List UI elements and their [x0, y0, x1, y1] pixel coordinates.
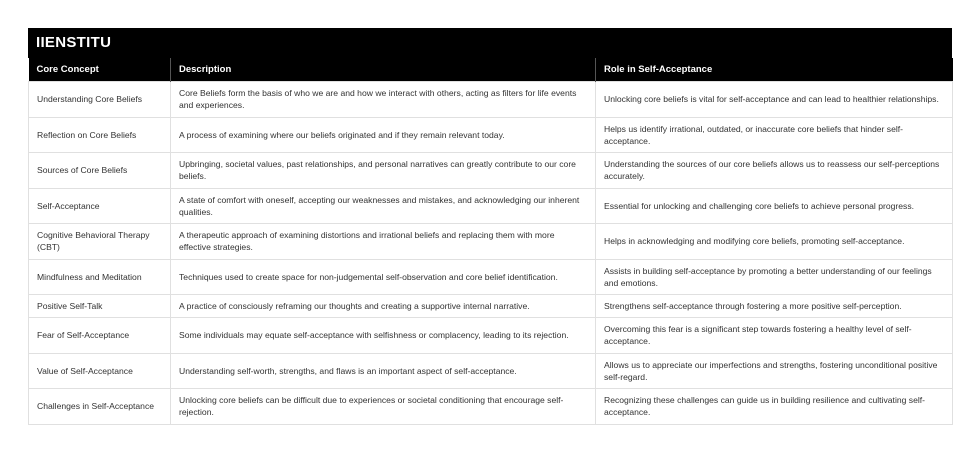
cell-role: Assists in building self-acceptance by promoting a better understanding of our feelings and emotions. [596, 259, 953, 295]
cell-role: Helps in acknowledging and modifying core beliefs, promoting self-acceptance. [596, 224, 953, 260]
table-row [29, 318, 953, 354]
table-row [29, 295, 953, 318]
cell-role: Recognizing these challenges can guide us in building resilience and cultivating self-acceptance. [596, 389, 953, 425]
cell-role: Understanding the sources of our core beliefs allows us to reassess our self-perceptions accurately. [596, 153, 953, 189]
cell-concept: Understanding Core Beliefs [29, 82, 171, 118]
cell-role: Helps us identify irrational, outdated, or inaccurate core beliefs that hinder self-acceptance. [596, 117, 953, 153]
cell-concept: Mindfulness and Meditation [29, 259, 171, 295]
cell-description: Some individuals may equate self-acceptance with selfishness or complacency, leading to its rejection. [171, 318, 596, 354]
cell-role: Strengthens self-acceptance through fostering a more positive self-perception. [596, 295, 953, 318]
cell-concept: Cognitive Behavioral Therapy (CBT) [29, 224, 171, 260]
cell-description: A therapeutic approach of examining distortions and irrational beliefs and replacing them with more effective strategies. [171, 224, 596, 260]
content-table-card [28, 28, 952, 425]
cell-description: Techniques used to create space for non-judgemental self-observation and core belief identification. [171, 259, 596, 295]
cell-concept: Sources of Core Beliefs [29, 153, 171, 189]
cell-role: Essential for unlocking and challenging core beliefs to achieve personal progress. [596, 188, 953, 224]
cell-description: A practice of consciously reframing our thoughts and creating a supportive internal narrative. [171, 295, 596, 318]
cell-description: Core Beliefs form the basis of who we are and how we interact with others, acting as filters for life events and experiences. [171, 82, 596, 118]
cell-role: Unlocking core beliefs is vital for self-acceptance and can lead to healthier relationships. [596, 82, 953, 118]
table-row [29, 224, 953, 260]
header-core-concept: Core Concept [29, 58, 171, 82]
table-header-row [29, 58, 953, 82]
cell-description: Unlocking core beliefs can be difficult due to experiences or societal conditioning that encourage self-rejection. [171, 389, 596, 425]
cell-concept: Challenges in Self-Acceptance [29, 389, 171, 425]
table-row [29, 82, 953, 118]
table-row [29, 188, 953, 224]
cell-role: Allows us to appreciate our imperfections and strengths, fostering unconditional positive self-regard. [596, 353, 953, 389]
table-row [29, 389, 953, 425]
cell-description: Understanding self-worth, strengths, and flaws is an important aspect of self-acceptance. [171, 353, 596, 389]
header-role: Role in Self-Acceptance [596, 58, 953, 82]
cell-description: A process of examining where our beliefs originated and if they remain relevant today. [171, 117, 596, 153]
cell-concept: Fear of Self-Acceptance [29, 318, 171, 354]
header-description: Description [171, 58, 596, 82]
table-row [29, 259, 953, 295]
cell-concept: Reflection on Core Beliefs [29, 117, 171, 153]
core-concepts-table [28, 58, 953, 425]
cell-role: Overcoming this fear is a significant step towards fostering a healthy level of self-acceptance. [596, 318, 953, 354]
table-row [29, 153, 953, 189]
table-row [29, 117, 953, 153]
cell-description: A state of comfort with oneself, accepting our weaknesses and mistakes, and acknowledging our inherent qualities. [171, 188, 596, 224]
cell-concept: Self-Acceptance [29, 188, 171, 224]
cell-concept: Positive Self-Talk [29, 295, 171, 318]
table-row [29, 353, 953, 389]
cell-concept: Value of Self-Acceptance [29, 353, 171, 389]
cell-description: Upbringing, societal values, past relationships, and personal narratives can greatly contribute to our core beliefs. [171, 153, 596, 189]
brand-banner: IIENSTITU [28, 28, 952, 58]
